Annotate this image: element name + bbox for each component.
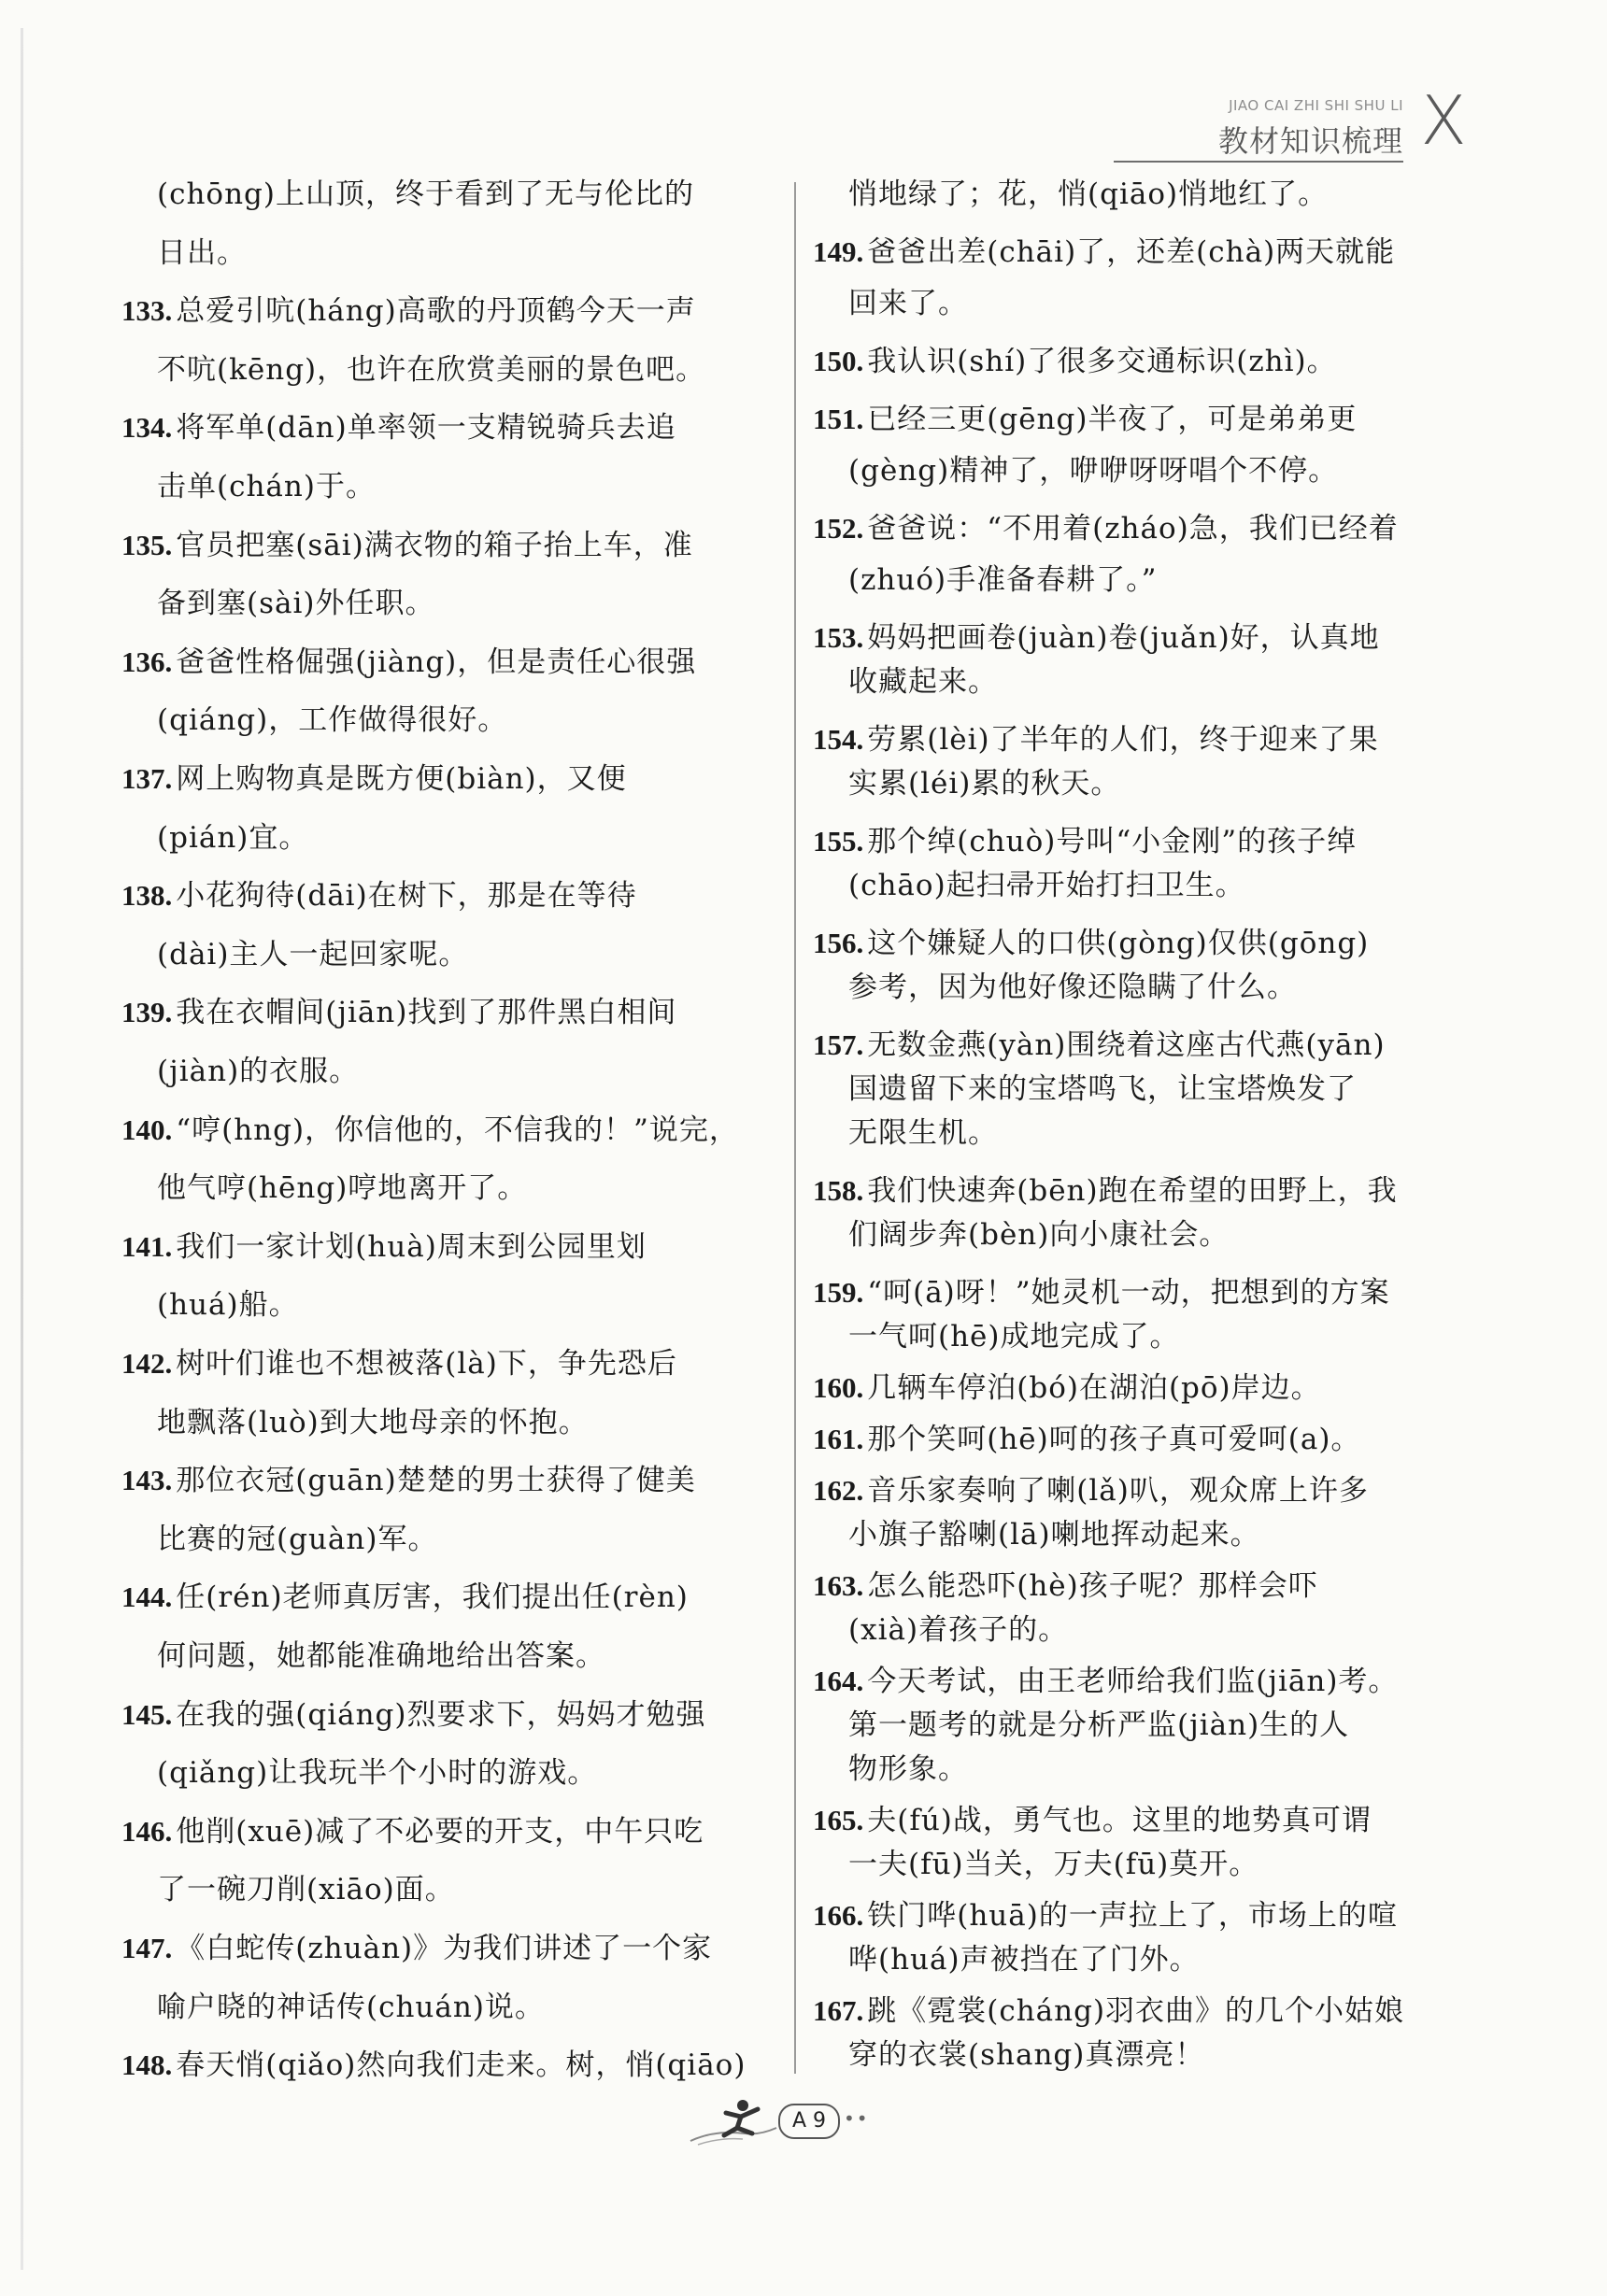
item-text: 爸爸出差(chāi)了，还差(chà)两天就能	[867, 235, 1396, 269]
item-number: 141.	[121, 1230, 173, 1263]
item-number: 149.	[813, 235, 864, 268]
text-line	[848, 1941, 1200, 1978]
item-number: 164.	[813, 1665, 864, 1697]
text-line	[157, 1754, 597, 1792]
text-line	[813, 510, 1399, 547]
item-text: (chōng)上山顶，终于看到了无与伦比的	[157, 177, 694, 211]
item-text: 在我的强(qiáng)烈要求下，妈妈才勉强	[176, 1698, 706, 1732]
item-text: 哗(huá)声被挡在了门外。	[848, 1943, 1200, 1977]
item-text: 劳累(lèi)了半年的人们，终于迎来了果	[867, 723, 1379, 757]
text-line	[157, 1871, 455, 1908]
text-line	[121, 877, 637, 914]
text-line	[813, 401, 1357, 438]
item-text: 那个绰(chuò)号叫“小金刚”的孩子绰	[867, 825, 1358, 858]
item-text: (gèng)精神了，咿咿呀呀唱个不停。	[848, 454, 1339, 488]
item-text: 跳《霓裳(cháng)羽衣曲》的几个小姑娘	[867, 1994, 1405, 2028]
text-line	[157, 1053, 359, 1090]
text-line	[813, 823, 1357, 860]
text-line	[848, 663, 998, 701]
item-number: 166.	[813, 1899, 864, 1932]
item-text: 夫(fú)战，勇气也。这里的地势真可谓	[867, 1804, 1372, 1837]
text-line	[157, 702, 507, 739]
text-line	[813, 925, 1369, 962]
text-line	[157, 468, 376, 505]
text-line	[121, 644, 696, 681]
text-line	[121, 527, 693, 564]
text-line	[121, 1112, 739, 1149]
item-text: “呵(ā)呀！”她灵机一动，把想到的方案	[867, 1276, 1390, 1310]
text-line	[121, 1579, 689, 1616]
text-line	[813, 1274, 1390, 1311]
text-line	[157, 234, 247, 272]
text-line	[848, 765, 1120, 802]
text-line	[121, 1813, 704, 1850]
item-number: 167.	[813, 1994, 864, 2027]
item-number: 160.	[813, 1371, 864, 1404]
text-line	[848, 2036, 1204, 2074]
text-line	[848, 1114, 998, 1152]
text-line	[813, 1663, 1398, 1700]
item-number: 147.	[121, 1932, 173, 1964]
text-line	[848, 1707, 1349, 1744]
item-text: 他气哼(hēng)哼地离开了。	[157, 1171, 528, 1205]
text-line	[157, 1404, 589, 1441]
text-line	[813, 1027, 1386, 1064]
text-line	[121, 1228, 647, 1266]
item-text: 击单(chán)于。	[157, 470, 376, 503]
item-number: 135.	[121, 529, 173, 561]
item-text: 了一碗刀削(xiāo)面。	[157, 1873, 455, 1906]
item-text: (xià)着孩子的。	[848, 1613, 1069, 1647]
page-edge	[21, 28, 23, 2270]
item-text: 春天悄(qiǎo)然向我们走来。树，悄(qiāo)	[176, 2048, 747, 2082]
item-number: 139.	[121, 996, 173, 1028]
text-line	[121, 994, 676, 1031]
text-line	[848, 1750, 968, 1788]
text-line	[848, 969, 1297, 1006]
item-number: 156.	[813, 927, 864, 959]
item-text: 备到塞(sài)外任职。	[157, 587, 435, 620]
item-text: 小旗子豁喇(lā)喇地挥动起来。	[848, 1518, 1260, 1552]
text-line	[157, 819, 308, 857]
text-line	[848, 452, 1338, 489]
text-line	[848, 561, 1157, 599]
text-line	[848, 176, 1328, 213]
text-line	[813, 619, 1380, 657]
footer-dots: ••	[844, 2107, 870, 2130]
item-text: 不吭(kēng)，也许在欣赏美丽的景色吧。	[157, 353, 706, 387]
item-number: 153.	[813, 621, 864, 654]
text-line	[157, 1286, 299, 1324]
item-number: 137.	[121, 762, 173, 795]
item-text: 无数金燕(yàn)围绕着这座古代燕(yān)	[867, 1028, 1386, 1062]
page-header	[1121, 86, 1476, 166]
item-number: 165.	[813, 1804, 864, 1836]
text-line	[813, 1897, 1398, 1935]
item-number: 142.	[121, 1347, 173, 1380]
text-line	[813, 234, 1395, 271]
text-line	[157, 1521, 437, 1558]
column-divider	[794, 182, 796, 2074]
item-text: 那个笑呵(hē)呵的孩子真可爱呵(a)。	[867, 1423, 1361, 1456]
text-line	[121, 1462, 696, 1499]
item-text: 网上购物真是既方便(biàn)，又便	[176, 762, 627, 796]
item-number: 161.	[813, 1423, 864, 1455]
item-text: 悄地绿了；花，悄(qiāo)悄地红了。	[848, 177, 1329, 211]
item-text: 怎么能恐吓(hè)孩子呢？那样会吓	[867, 1569, 1318, 1603]
text-line	[157, 585, 435, 622]
item-text: 物形象。	[848, 1752, 968, 1786]
text-line	[813, 1567, 1318, 1605]
item-number: 136.	[121, 645, 173, 678]
item-number: 157.	[813, 1028, 864, 1061]
runner-logo-icon	[687, 2096, 780, 2148]
item-text: (dài)主人一起回家呢。	[157, 938, 469, 971]
item-text: 我在衣帽间(jiān)找到了那件黑白相间	[176, 996, 677, 1029]
item-text: 音乐家奏响了喇(lǎ)叭，观众席上许多	[867, 1474, 1369, 1508]
text-line	[813, 1992, 1404, 2030]
item-number: 138.	[121, 879, 173, 912]
item-number: 146.	[121, 1815, 173, 1848]
item-number: 162.	[813, 1474, 864, 1507]
text-line	[848, 285, 968, 322]
item-text: 回来了。	[848, 287, 968, 320]
item-number: 140.	[121, 1113, 173, 1146]
text-line	[848, 1846, 1259, 1883]
page-footer	[687, 2092, 911, 2148]
item-number: 150.	[813, 345, 864, 377]
item-text: 地飘落(luò)到大地母亲的怀抱。	[157, 1406, 589, 1439]
header-title: 教材知识梳理	[1217, 123, 1403, 159]
text-line	[121, 2047, 746, 2084]
item-text: (qiǎng)让我玩半个小时的游戏。	[157, 1756, 598, 1790]
text-line	[848, 867, 1245, 904]
header-pinyin: JIAO CAI ZHI SHI SHU LI	[1229, 97, 1403, 114]
item-number: 163.	[813, 1569, 864, 1602]
item-text: 总爱引吭(háng)高歌的丹顶鹤今天一声	[176, 294, 696, 328]
item-number: 155.	[813, 825, 864, 857]
item-number: 158.	[813, 1174, 864, 1207]
text-line	[813, 1172, 1398, 1210]
text-line	[848, 1216, 1229, 1254]
item-text: 收藏起来。	[848, 665, 998, 699]
text-line	[848, 1611, 1068, 1649]
text-line	[157, 936, 468, 973]
item-text: 喻户晓的神话传(chuán)说。	[157, 1991, 545, 2024]
item-text: 第一题考的就是分析严监(jiàn)生的人	[848, 1708, 1350, 1742]
text-line	[157, 1989, 545, 2026]
item-text: (pián)宜。	[157, 821, 309, 855]
item-text: 《白蛇传(zhuàn)》为我们讲述了一个家	[176, 1932, 713, 1965]
item-number: 154.	[813, 723, 864, 756]
item-text: 今天考试，由王老师给我们监(jiān)考。	[867, 1665, 1399, 1698]
item-text: 国遗留下来的宝塔鸣飞，让宝塔焕发了	[848, 1072, 1357, 1106]
text-line	[813, 1472, 1369, 1509]
item-number: 152.	[813, 512, 864, 545]
item-text: 铁门哗(huā)的一声拉上了，市场上的喧	[867, 1899, 1398, 1933]
item-text: 一夫(fū)当关，万夫(fū)莫开。	[848, 1848, 1259, 1881]
item-text: 我们快速奔(bēn)跑在希望的田野上，我	[867, 1174, 1398, 1208]
text-line	[813, 721, 1379, 758]
text-line	[813, 1369, 1321, 1407]
item-text: 实累(léi)累的秋天。	[848, 767, 1121, 801]
item-text: 无限生机。	[848, 1116, 998, 1150]
text-line	[157, 1637, 605, 1675]
item-text: 爸爸性格倔强(jiàng)，但是责任心很强	[176, 645, 697, 679]
text-line	[848, 1516, 1260, 1553]
item-text: 日出。	[157, 236, 247, 270]
text-line	[121, 1930, 712, 1967]
text-line	[157, 351, 705, 389]
text-line	[121, 1696, 706, 1734]
text-line	[121, 292, 696, 330]
item-number: 143.	[121, 1464, 173, 1496]
item-number: 151.	[813, 403, 864, 435]
item-text: 妈妈把画卷(juàn)卷(juǎn)好，认真地	[867, 621, 1380, 655]
item-number: 148.	[121, 2048, 173, 2081]
item-text: (huá)船。	[157, 1288, 299, 1322]
text-line	[121, 409, 676, 446]
item-text: 小花狗待(dāi)在树下，那是在等待	[176, 879, 637, 913]
item-text: 一气呵(hē)成地完成了。	[848, 1320, 1180, 1354]
text-line	[121, 760, 627, 798]
header-rule	[1114, 161, 1403, 163]
item-number: 133.	[121, 294, 173, 327]
item-text: 爸爸说：“不用着(zháo)急，我们已经着	[867, 512, 1399, 546]
item-text: (jiàn)的衣服。	[157, 1055, 360, 1088]
item-text: 我们一家计划(huà)周末到公园里划	[176, 1230, 647, 1264]
item-text: 参考，因为他好像还隐瞒了什么。	[848, 971, 1297, 1004]
text-line	[813, 343, 1337, 380]
item-text: 他削(xuē)减了不必要的开支，中午只吃	[176, 1815, 704, 1849]
item-text: 这个嫌疑人的口供(gòng)仅供(gōng)	[867, 927, 1370, 960]
page-number-badge: A 9	[778, 2104, 840, 2139]
text-line	[813, 1802, 1372, 1839]
text-line	[121, 1345, 677, 1382]
item-text: 何问题，她都能准确地给出答案。	[157, 1639, 605, 1673]
item-text: 们阔步奔(bèn)向小康社会。	[848, 1218, 1230, 1252]
item-text: 穿的衣裳(shang)真漂亮！	[848, 2038, 1205, 2072]
item-number: 145.	[121, 1698, 173, 1731]
item-text: 官员把塞(sāi)满衣物的箱子抬上车，准	[176, 529, 693, 562]
item-number: 159.	[813, 1276, 864, 1309]
text-line	[157, 1169, 527, 1207]
item-text: “哼(hng)，你信他的，不信我的！”说完，	[176, 1113, 739, 1147]
item-text: 几辆车停泊(bó)在湖泊(pō)岸边。	[867, 1371, 1321, 1405]
item-text: 将军单(dān)单率领一支精锐骑兵去追	[176, 411, 676, 445]
item-text: 比赛的冠(guàn)军。	[157, 1523, 438, 1556]
item-text: 任(rén)老师真厉害，我们提出任(rèn)	[176, 1580, 689, 1614]
text-line	[848, 1070, 1357, 1108]
text-line	[813, 1421, 1360, 1458]
header-x-mark: X	[1420, 86, 1467, 160]
item-text: (qiáng)，工作做得很好。	[157, 703, 508, 737]
item-text: 那位衣冠(guān)楚楚的男士获得了健美	[176, 1464, 696, 1497]
header-x-logo	[1411, 86, 1476, 161]
item-number: 134.	[121, 411, 173, 444]
item-text: (chāo)起扫帚开始打扫卫生。	[848, 869, 1245, 902]
item-number: 144.	[121, 1580, 173, 1613]
item-text: 我认识(shí)了很多交通标识(zhì)。	[867, 345, 1337, 378]
text-line	[157, 176, 694, 213]
item-text: 已经三更(gēng)半夜了，可是弟弟更	[867, 403, 1358, 436]
text-line	[848, 1318, 1180, 1355]
item-text: (zhuó)手准备春耕了。”	[848, 563, 1158, 597]
item-text: 树叶们谁也不想被落(là)下，争先恐后	[176, 1347, 677, 1381]
